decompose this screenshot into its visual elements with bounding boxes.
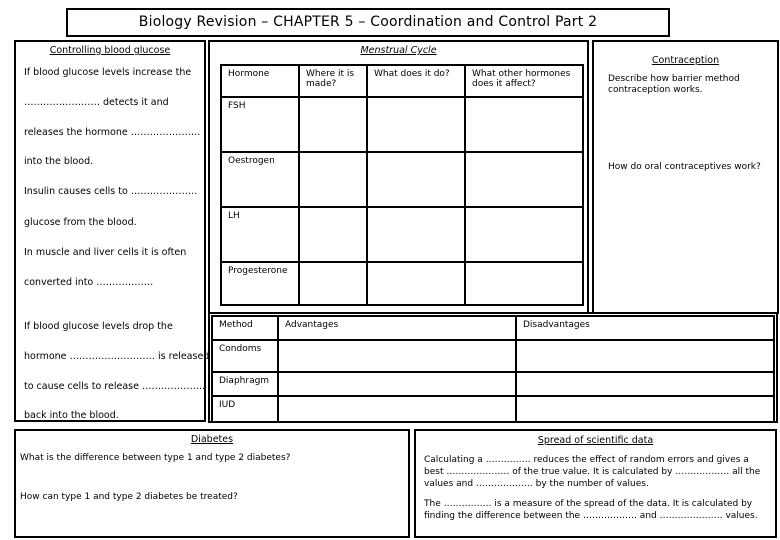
answer-cell[interactable] [465,152,583,207]
answer-cell[interactable] [278,372,516,396]
barrier-question: Describe how barrier method contraception works. [608,74,740,95]
answer-cell[interactable] [516,340,774,372]
glucose-line: If blood glucose levels drop the [24,321,173,332]
glucose-line: …………………… detects it and [24,97,169,108]
glucose-line: releases the hormone …………………. [24,127,201,138]
spread-of-data-section [414,429,777,538]
glucose-section [14,40,210,422]
row-label: Condoms [212,340,278,372]
row-label: Oestrogen [221,152,299,207]
answer-cell[interactable] [299,152,367,207]
answer-cell[interactable] [299,262,367,305]
column-header: Disadvantages [516,316,774,340]
answer-cell[interactable] [278,340,516,372]
contraception-methods-frame [208,312,778,423]
diabetes-section [14,429,410,538]
contraception-table [211,315,775,423]
answer-cell[interactable] [367,152,465,207]
answer-cell[interactable] [367,207,465,262]
row-label: Diaphragm [212,372,278,396]
glucose-line: In muscle and liver cells it is often [24,247,187,258]
answer-cell[interactable] [299,97,367,152]
contraception-heading: Contraception [651,55,720,66]
column-header: What does it do? [367,65,465,97]
row-label: FSH [221,97,299,152]
row-label: IUD [212,396,278,422]
answer-cell[interactable] [367,97,465,152]
range-paragraph: The ……………. is a measure of the spread of the data. It is calculated by finding the difference between the ……………… and ………………… values. [424,499,758,521]
row-label: LH [221,207,299,262]
glucose-heading: Controlling blood glucose [49,45,171,56]
oral-question: How do oral contraceptives work? [608,162,761,172]
menstrual-cycle-section [208,40,589,314]
row-label: Progesterone [221,262,299,305]
glucose-line: Insulin causes cells to ………………… [24,186,198,197]
column-header: Method [212,316,278,340]
column-header: Hormone [221,65,299,97]
diabetes-difference-question: What is the difference between type 1 and type 2 diabetes? [20,453,291,463]
glucose-line: If blood glucose levels increase the [24,67,192,78]
glucose-line: to cause cells to release ……………….. [24,381,206,392]
menstrual-heading: Menstrual Cycle [360,45,437,56]
answer-cell[interactable] [278,396,516,422]
glucose-line: back into the blood. [24,410,119,421]
answer-cell[interactable] [367,262,465,305]
answer-cell[interactable] [465,262,583,305]
answer-cell[interactable] [516,372,774,396]
glucose-line: hormone ……………………… is released [24,351,210,362]
mean-paragraph: Calculating a …………… reduces the effect of random errors and gives a best ………………… of the true value. It is calculated by ……………… all the values and ………………. by the number of values. [424,455,761,489]
glucose-line: into the blood. [24,156,94,167]
answer-cell[interactable] [465,97,583,152]
glucose-line: glucose from the blood. [24,217,137,228]
column-header: What other hormones does it affect? [465,65,583,97]
page-title: Biology Revision – CHAPTER 5 – Coordination and Control Part 2 [66,8,670,37]
answer-cell[interactable] [516,396,774,422]
answer-cell[interactable] [299,207,367,262]
glucose-line: converted into ……………… [24,277,154,288]
column-header: Where it is made? [299,65,367,97]
column-header: Advantages [278,316,516,340]
hormone-table [220,64,584,306]
diabetes-heading: Diabetes [190,434,234,445]
answer-cell[interactable] [465,207,583,262]
contraception-section [592,40,779,314]
spread-heading: Spread of scientific data [537,435,654,446]
diabetes-treatment-question: How can type 1 and type 2 diabetes be treated? [20,492,238,502]
